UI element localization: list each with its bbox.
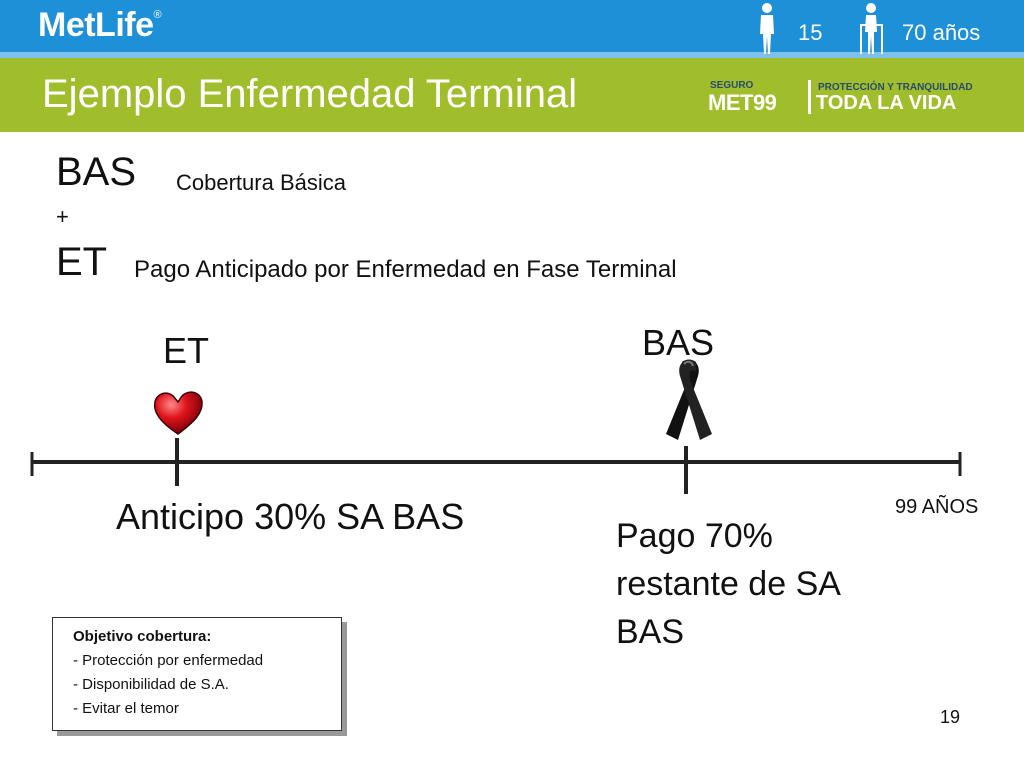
anticipo-label: Anticipo 30% SA BAS — [116, 496, 465, 537]
brand-tagline-big: TODA LA VIDA — [816, 92, 957, 114]
page-number: 19 — [940, 707, 961, 727]
age-start: 15 — [798, 20, 823, 45]
logo-mark: ® — [153, 8, 162, 21]
pago-label: Pago 70% restante de SA BAS — [616, 517, 840, 651]
objectives-box — [52, 617, 342, 731]
bas-description: Cobertura Básica — [176, 170, 346, 195]
objective-item: - Evitar el temor — [73, 700, 179, 717]
timeline-et-label: ET — [163, 330, 210, 371]
plus-sign: + — [56, 204, 69, 229]
bas-code: BAS — [56, 150, 137, 194]
timeline-bas-label: BAS — [642, 322, 715, 363]
brand-met99: MET99 — [708, 90, 777, 115]
et-code: ET — [56, 240, 108, 284]
page-title: Ejemplo Enfermedad Terminal — [42, 72, 578, 116]
end-age-label: 99 AÑOS — [895, 496, 979, 518]
objective-item: - Disponibilidad de S.A. — [73, 676, 229, 693]
et-description: Pago Anticipado por Enfermedad en Fase Terminal — [134, 256, 677, 283]
age-end: 70 años — [902, 20, 981, 45]
logo-text: MetLife — [38, 6, 154, 44]
objective-item: - Protección por enfermedad — [73, 652, 264, 669]
brand-tagline-small: PROTECCIÓN Y TRANQUILIDAD — [818, 82, 973, 93]
brand-seguro: SEGURO — [710, 80, 754, 91]
objectives-title: Objetivo cobertura: — [73, 628, 212, 645]
